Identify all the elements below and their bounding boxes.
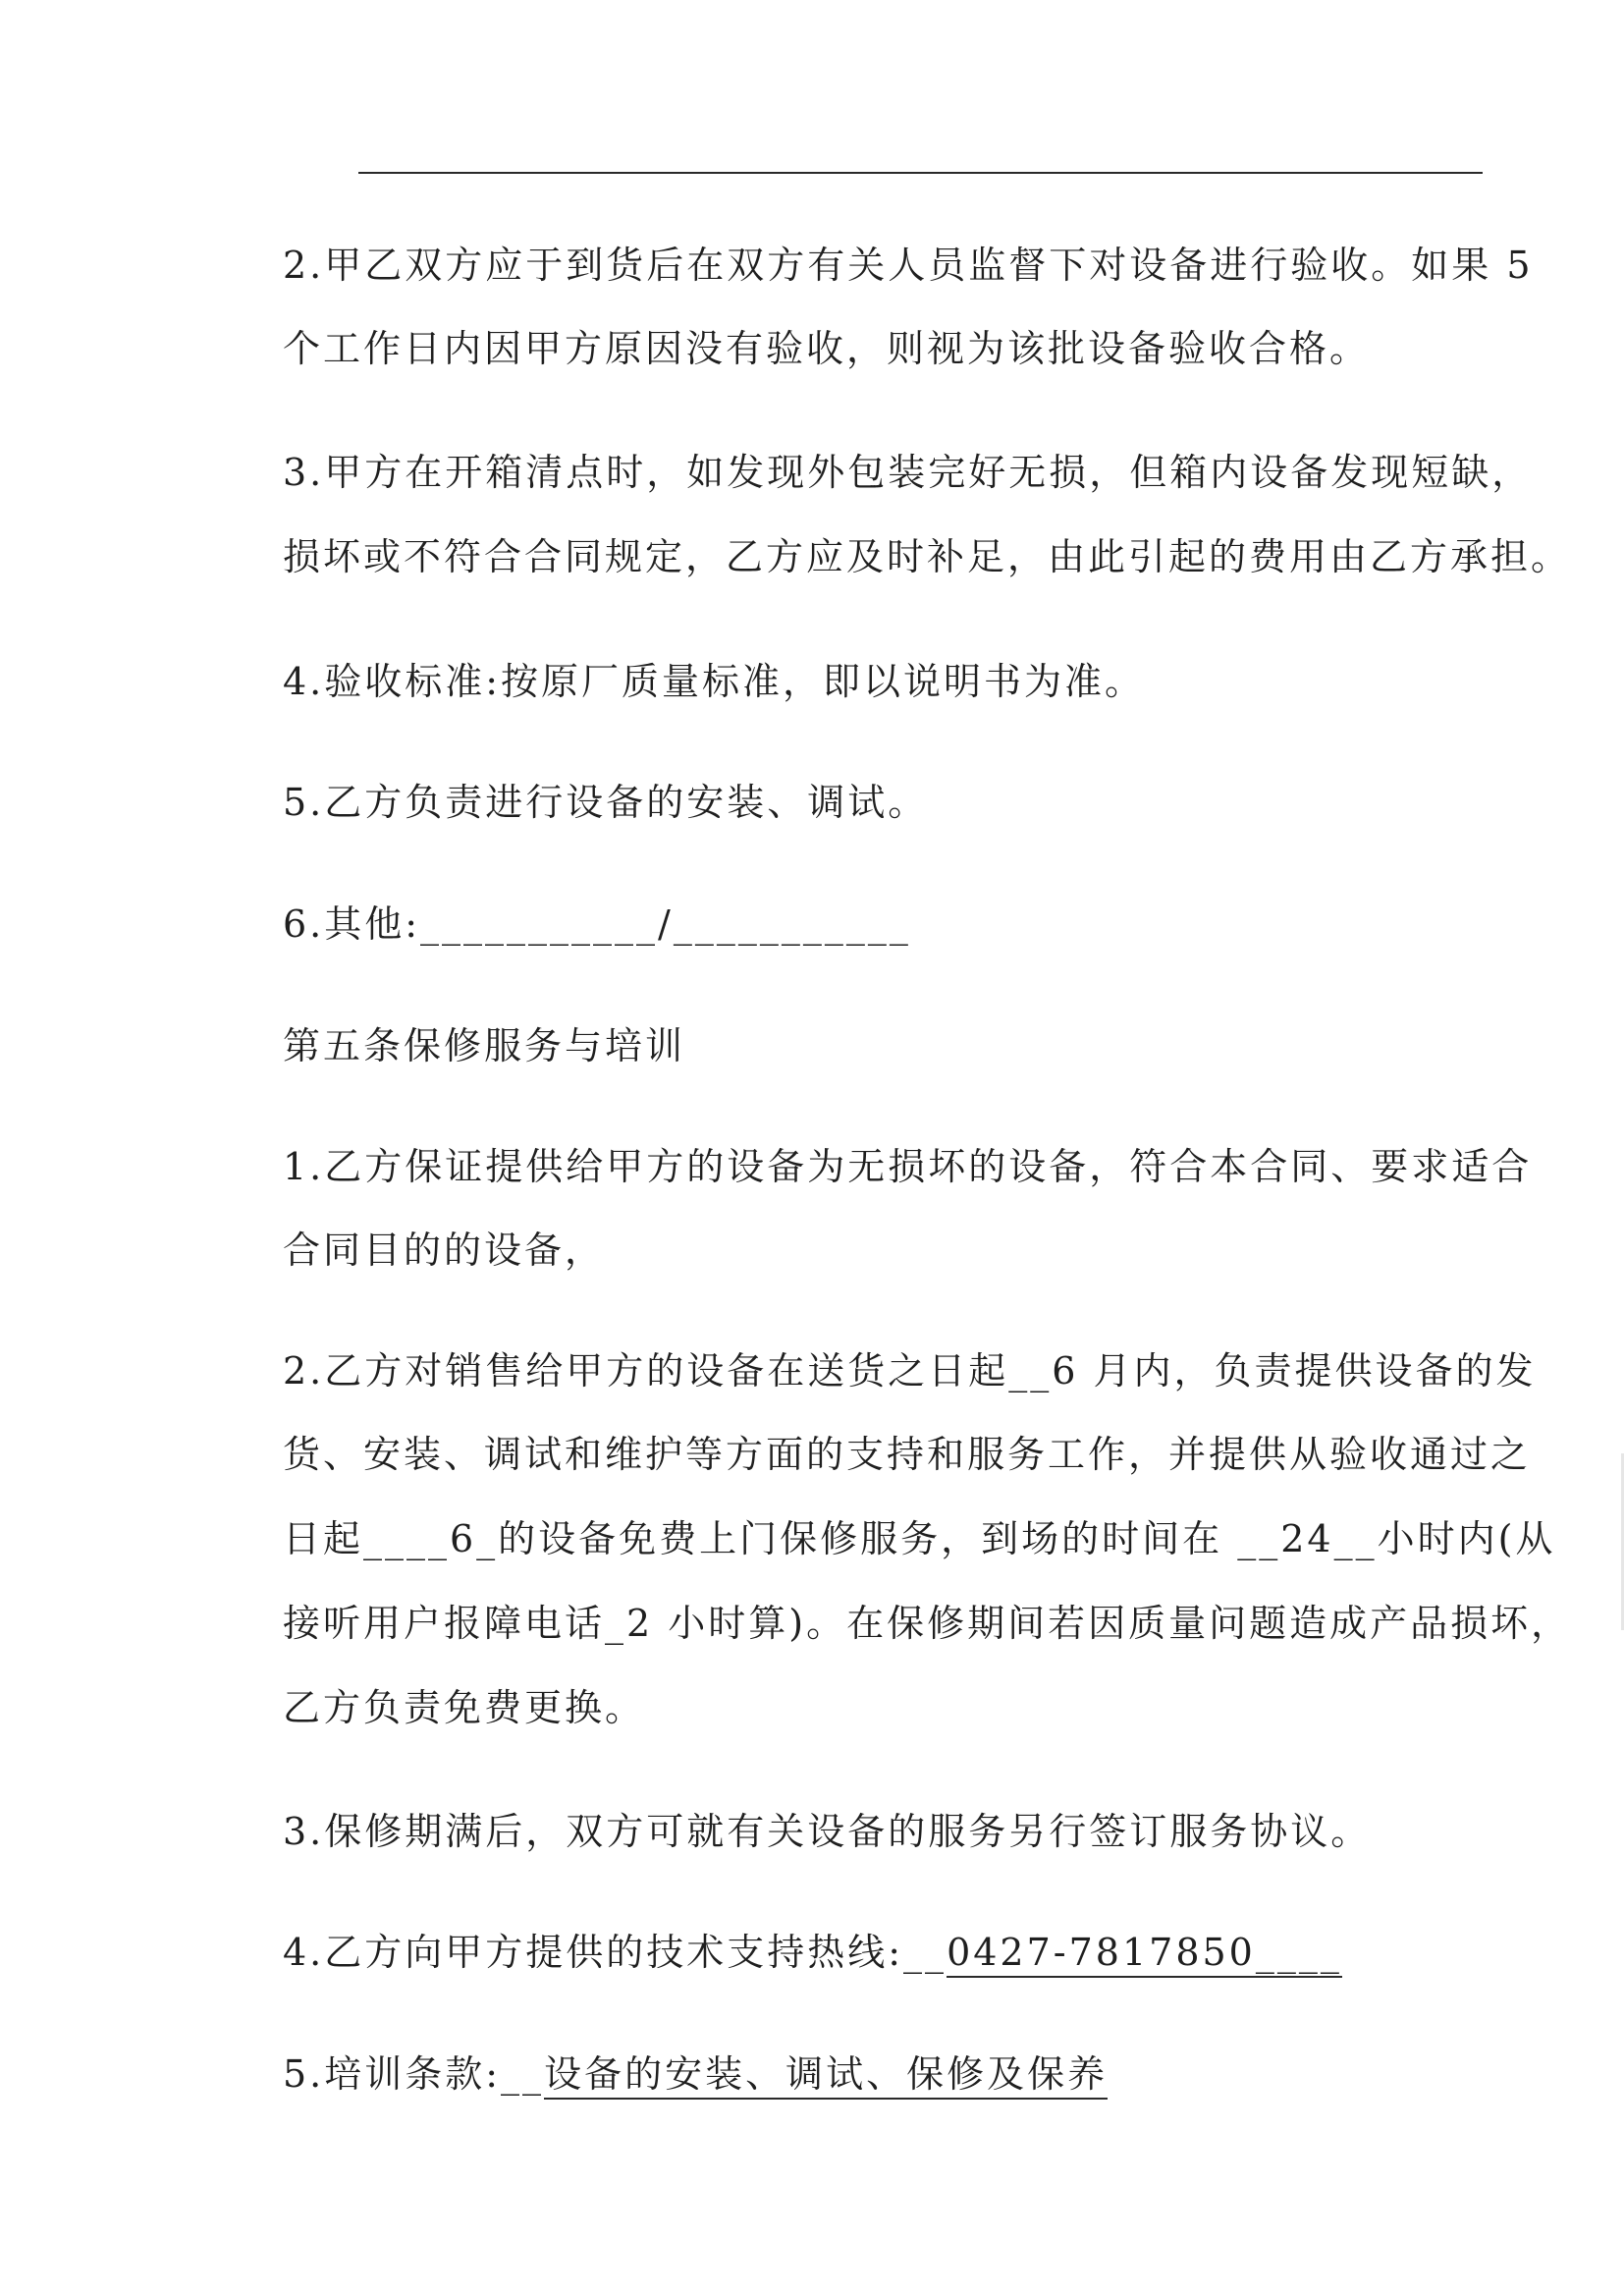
clause-4-2-line-2: 个工作日内因甲方原因没有验收，则视为该批设备验收合格。 [283, 327, 1371, 370]
clause-5-2-line-1: 2.乙方对销售给甲方的设备在送货之日起__6 月内，负责提供设备的发 [283, 1349, 1537, 1393]
hotline-number: 0427-7817850____ [947, 1931, 1342, 1978]
clause-5-4 [283, 1931, 1342, 1974]
clause-4-2-line-1: 2.甲乙双方应于到货后在双方有关人员监督下对设备进行验收。如果 5 [283, 244, 1534, 287]
clause-4-6: 6.其他:___________/___________ [283, 902, 911, 946]
clause-5-1-line-2: 合同目的的设备， [283, 1229, 606, 1272]
clause-5-2-line-4: 接听用户报障电话_2 小时算)。在保修期间若因质量问题造成产品损坏， [283, 1602, 1572, 1645]
clause-5-3: 3.保修期满后，双方可就有关设备的服务另行签订服务协议。 [283, 1810, 1372, 1853]
training-terms: 设备的安装、调试、保修及保养 [544, 2052, 1108, 2100]
clause-4-3-line-1: 3.甲方在开箱清点时，如发现外包装完好无损，但箱内设备发现短缺， [283, 451, 1533, 494]
clause-5-2-line-2: 货、安装、调试和维护等方面的支持和服务工作，并提供从验收通过之 [283, 1433, 1532, 1476]
clause-5-1-line-1: 1.乙方保证提供给甲方的设备为无损坏的设备，符合本合同、要求适合 [283, 1145, 1533, 1188]
clause-5-2-line-5: 乙方负责免费更换。 [283, 1686, 646, 1729]
clause-5-5 [283, 2052, 1108, 2096]
clause-5-2-line-3: 日起____6_的设备免费上门保修服务，到场的时间在 __24__小时内(从 [283, 1517, 1556, 1560]
hotline-label: 4.乙方向甲方提供的技术支持热线:__ [283, 1931, 947, 1974]
clause-4-4: 4.验收标准:按原厂质量标准，即以说明书为准。 [283, 660, 1146, 703]
training-label: 5.培训条款:__ [283, 2052, 545, 2096]
header-rule [358, 172, 1483, 174]
clause-4-5: 5.乙方负责进行设备的安装、调试。 [283, 781, 929, 824]
clause-4-3-line-2: 损坏或不符合合同规定，乙方应及时补足，由此引起的费用由乙方承担。 [283, 535, 1572, 578]
section-5-title: 第五条保修服务与培训 [283, 1024, 686, 1067]
